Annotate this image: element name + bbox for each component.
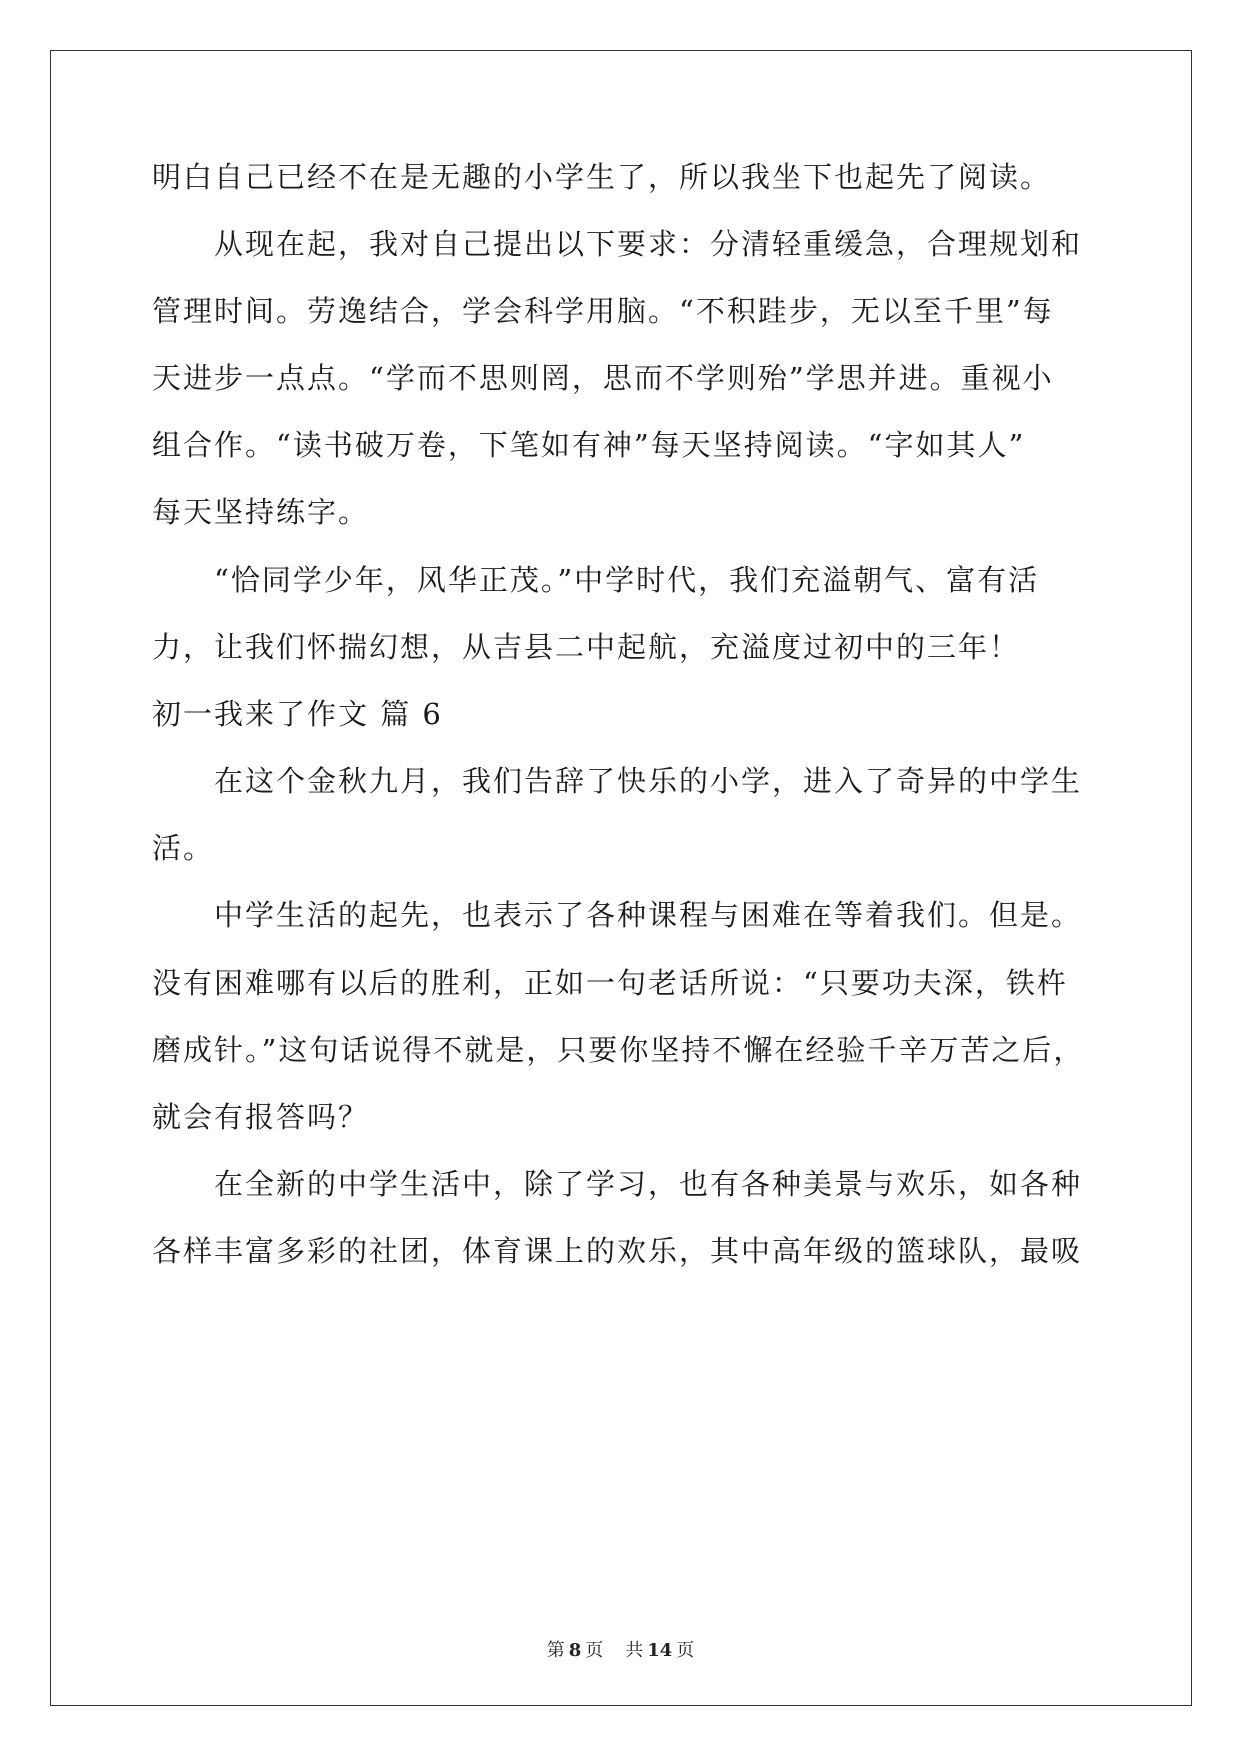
- footer-total-suffix: 页: [676, 1640, 695, 1661]
- body-line: 从现在起，我对自己提出以下要求：分清轻重缓急，合理规划和: [214, 227, 1083, 261]
- body-line: 没有困难哪有以后的胜利，正如一句老话所说：“只要功夫深，铁杵: [152, 966, 1068, 1000]
- body-line: “恰同学少年，风华正茂。”中学时代，我们充溢朝气、富有活: [214, 563, 1040, 597]
- body-line: 天进步一点点。“学而不思则罔，思而不学则殆”学思并进。重视小: [152, 361, 1054, 395]
- body-line: 各样丰富多彩的社团，体育课上的欢乐，其中高年级的篮球队，最吸: [152, 1234, 1083, 1268]
- body-line: 明白自己已经不在是无趣的小学生了，所以我坐下也起先了阅读。: [152, 160, 1052, 194]
- body-line: 在全新的中学生活中，除了学习，也有各种美景与欢乐，如各种: [214, 1167, 1083, 1201]
- body-line: 组合作。“读书破万卷，下笔如有神”每天坚持阅读。“字如其人”: [152, 428, 1026, 462]
- footer-page-number: 8: [568, 1640, 582, 1661]
- body-line: 就会有报答吗？: [152, 1100, 370, 1134]
- body-line: 每天坚持练字。: [152, 495, 370, 529]
- body-line: 活。: [152, 831, 215, 865]
- page-footer: [0, 1640, 1241, 1662]
- footer-total-prefix: 共: [625, 1640, 644, 1661]
- section-heading: 初一我来了作文 篇 6: [152, 697, 443, 731]
- footer-page-suffix: 页: [585, 1640, 604, 1661]
- body-line: 管理时间。劳逸结合，学会科学用脑。“不积跬步，无以至千里”每: [152, 294, 1054, 328]
- body-line: 力，让我们怀揣幻想，从吉县二中起航，充溢度过初中的三年！: [152, 630, 1021, 664]
- body-line: 在这个金秋九月，我们告辞了快乐的小学，进入了奇异的中学生: [214, 764, 1083, 798]
- footer-total-pages: 14: [647, 1640, 673, 1661]
- body-line: 中学生活的起先，也表示了各种课程与困难在等着我们。但是。: [214, 898, 1083, 932]
- body-line: 磨成针。”这句话说得不就是，只要你坚持不懈在经验千辛万苦之后，: [152, 1033, 1085, 1067]
- footer-page-prefix: 第: [546, 1640, 565, 1661]
